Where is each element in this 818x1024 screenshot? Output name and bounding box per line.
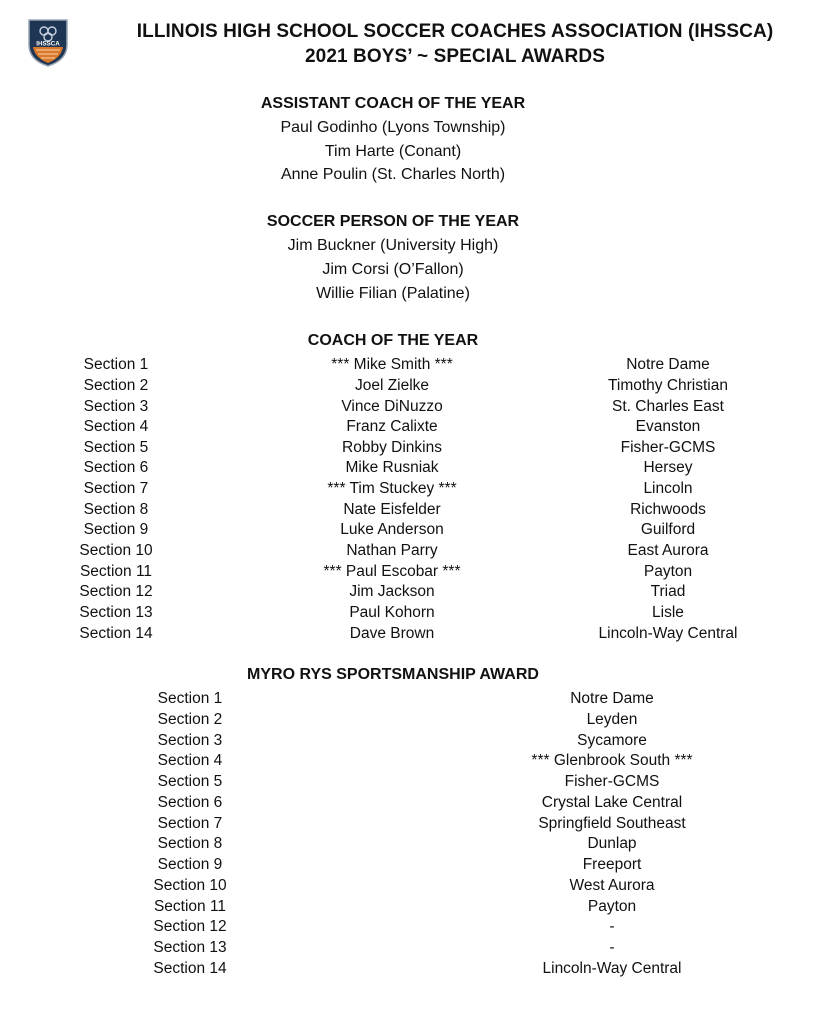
table-row	[0, 835, 818, 856]
coach-name: Joel Zielke	[354, 377, 430, 394]
school-name: -	[609, 918, 615, 935]
coach-of-year-heading: COACH OF THE YEAR	[307, 332, 479, 349]
section-label: Section 7	[157, 815, 223, 832]
document-title: ILLINOIS HIGH SCHOOL SOCCER COACHES ASSOCIATION (IHSSCA)	[136, 21, 774, 42]
section-label: Section 3	[83, 398, 149, 415]
table-row	[0, 690, 818, 711]
section-label: Section 1	[83, 356, 149, 373]
table-row	[0, 773, 818, 794]
section-label: Section 9	[157, 856, 223, 873]
table-row	[0, 794, 818, 815]
table-row	[0, 398, 818, 419]
table-row	[0, 377, 818, 398]
soccer-person-name: Jim Buckner (University High)	[287, 237, 499, 254]
section-label: Section 4	[157, 752, 223, 769]
school-name: Guilford	[640, 521, 696, 538]
table-row	[0, 625, 818, 646]
table-row	[0, 815, 818, 836]
soccer-person-name: Jim Corsi (O’Fallon)	[322, 261, 464, 278]
table-row	[0, 898, 818, 919]
section-label: Section 12	[153, 918, 227, 935]
soccer-person-name: Willie Filian (Palatine)	[316, 285, 470, 302]
section-label: Section 9	[83, 521, 149, 538]
section-label: Section 11	[79, 563, 153, 580]
table-row	[0, 711, 818, 732]
document-subtitle: 2021 BOYS’ ~ SPECIAL AWARDS	[305, 46, 605, 67]
table-row	[0, 960, 818, 981]
section-label: Section 14	[153, 960, 227, 977]
section-label: Section 6	[157, 794, 223, 811]
school-name: Fisher-GCMS	[564, 773, 660, 790]
school-name: Fisher-GCMS	[620, 439, 716, 456]
section-label: Section 4	[83, 418, 149, 435]
table-row	[0, 439, 818, 460]
school-name: Lincoln	[643, 480, 693, 497]
table-row	[0, 418, 818, 439]
coach-name: Jim Jackson	[349, 583, 435, 600]
school-name: Springfield Southeast	[538, 815, 686, 832]
school-name: Hersey	[643, 459, 693, 476]
table-row	[0, 918, 818, 939]
table-row	[0, 459, 818, 480]
section-label: Section 11	[153, 898, 227, 915]
table-row	[0, 939, 818, 960]
table-row	[0, 752, 818, 773]
section-label: Section 3	[157, 732, 223, 749]
coach-name: Vince DiNuzzo	[341, 398, 443, 415]
assistant-coach-heading: ASSISTANT COACH OF THE YEAR	[260, 95, 526, 112]
school-name: Richwoods	[630, 501, 706, 518]
school-name: *** Glenbrook South ***	[531, 752, 693, 769]
section-label: Section 5	[157, 773, 223, 790]
school-name: Notre Dame	[570, 690, 654, 707]
soccer-person-heading: SOCCER PERSON OF THE YEAR	[266, 213, 520, 230]
coach-name: Franz Calixte	[346, 418, 438, 435]
section-label: Section 8	[157, 835, 223, 852]
section-label: Section 6	[83, 459, 149, 476]
school-name: Freeport	[582, 856, 642, 873]
school-name: St. Charles East	[612, 398, 724, 415]
coach-name: Nate Eisfelder	[343, 501, 441, 518]
section-label: Section 2	[83, 377, 149, 394]
coach-name: Robby Dinkins	[342, 439, 442, 456]
section-label: Section 2	[157, 711, 223, 728]
coach-name: Paul Kohorn	[349, 604, 435, 621]
school-name: West Aurora	[569, 877, 655, 894]
school-name: Lisle	[652, 604, 684, 621]
section-label: Section 10	[79, 542, 153, 559]
school-name: Crystal Lake Central	[541, 794, 683, 811]
table-row	[0, 501, 818, 522]
coach-name: *** Tim Stuckey ***	[327, 480, 457, 497]
section-label: Section 10	[153, 877, 227, 894]
assistant-coach-name: Tim Harte (Conant)	[324, 143, 462, 160]
table-row	[0, 480, 818, 501]
school-name: Leyden	[586, 711, 638, 728]
table-row	[0, 732, 818, 753]
sportsmanship-heading: MYRO RYS SPORTSMANSHIP AWARD	[247, 666, 539, 683]
school-name: Lincoln-Way Central	[598, 625, 738, 642]
assistant-coach-name: Paul Godinho (Lyons Township)	[280, 119, 506, 136]
school-name: Lincoln-Way Central	[542, 960, 682, 977]
table-row	[0, 856, 818, 877]
section-label: Section 14	[79, 625, 153, 642]
school-name: Payton	[643, 563, 693, 580]
table-row	[0, 563, 818, 584]
table-row	[0, 356, 818, 377]
assistant-coach-name: Anne Poulin (St. Charles North)	[280, 166, 506, 183]
school-name: East Aurora	[627, 542, 709, 559]
logo-text: IHSSCA	[36, 40, 60, 48]
section-label: Section 13	[79, 604, 153, 621]
school-name: Timothy Christian	[607, 377, 728, 394]
section-label: Section 5	[83, 439, 149, 456]
table-row	[0, 877, 818, 898]
school-name: Payton	[587, 898, 637, 915]
school-name: Notre Dame	[626, 356, 710, 373]
coach-name: Luke Anderson	[340, 521, 444, 538]
table-row	[0, 604, 818, 625]
school-name: Evanston	[635, 418, 701, 435]
table-row	[0, 521, 818, 542]
coach-name: Mike Rusniak	[345, 459, 439, 476]
coach-name: *** Paul Escobar ***	[323, 563, 461, 580]
section-label: Section 7	[83, 480, 149, 497]
school-name: Sycamore	[577, 732, 647, 749]
table-row	[0, 583, 818, 604]
section-label: Section 8	[83, 501, 149, 518]
school-name: Triad	[650, 583, 686, 600]
coach-name: Dave Brown	[349, 625, 435, 642]
ihssca-shield-logo	[27, 17, 69, 67]
section-label: Section 12	[79, 583, 153, 600]
school-name: Dunlap	[587, 835, 637, 852]
school-name: -	[609, 939, 615, 956]
table-row	[0, 542, 818, 563]
coach-name: Nathan Parry	[346, 542, 438, 559]
section-label: Section 1	[157, 690, 223, 707]
coach-name: *** Mike Smith ***	[331, 356, 453, 373]
section-label: Section 13	[153, 939, 227, 956]
